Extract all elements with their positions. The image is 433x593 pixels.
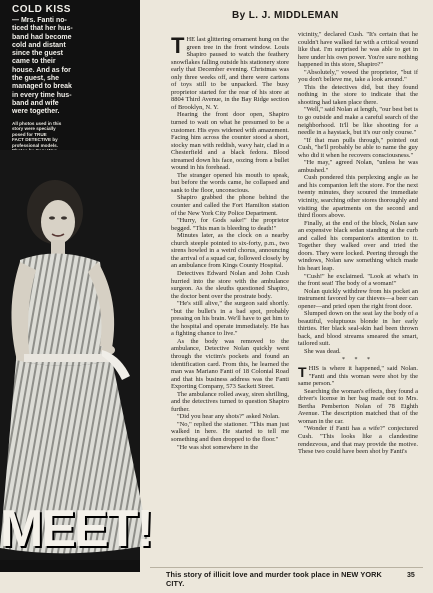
paragraph: Cush pondered this perplexing angle as he and his companion left the store. For the next twenty minutes, they scoured the immediate vicinity, searching other stores thoroughly and visiting the apartments on the second and third floors above. xyxy=(298,174,418,220)
paragraph: "Wonder if Fanti has a wife?" conjectured Cush. "This looks like a clandestine rendezvous, and that may provide the motive. These two could have been shot by Fanti's xyxy=(298,425,418,456)
paragraph: "Did you hear any shots?" asked Nolan. xyxy=(177,413,280,421)
paragraph: "No," replied the stationer. "This man just walked in here. He started to tell me something and then dropped to the floor." xyxy=(171,420,289,443)
paragraph: She was dead. xyxy=(304,347,341,355)
caption-title: COLD KISS xyxy=(12,4,71,15)
paragraph: "If that man pulls through," pointed out Cush, "he'll probably be able to name the guy who did it when he recovers consciousness." xyxy=(298,136,418,159)
paragraph: "Well," said Nolan at length, "our best bet is to go outside and make a careful search of the neighborhood. It'll be like shooting for a needle in a haystack, but it's our only course." xyxy=(298,106,418,137)
article-column-2 xyxy=(298,31,418,456)
paragraph: Detectives Edward Nolan and John Cush hurried into the store with the ambulance surgeon. As the sleuths questioned Shapiro, the doctor bent over the prostrate body. xyxy=(171,269,289,300)
paragraph: Slumped down on the seat lay the body of a beautiful, voluptuous blonde in her early thirties. Her black seal-skin had been thrown back, and blood streams smeared the smart, tailored suit. xyxy=(298,310,418,348)
paragraph: HE last glittering ornament hung on the green tree in the front window. Louis Shapiro paused to watch the feathery snowflakes falling outside his stationery store early that December evening. Christmas was only three weeks off, and there were cartons of toys still to be unpacked. The busy proprietor started for the rear of his store at 8804 Third Avenue, in the Bay Ridge section of Brooklyn, N. Y. xyxy=(171,36,289,111)
paragraph: HIS is where it happened," said Nolan. "Fanti and this woman were shot by the same person." xyxy=(298,365,418,388)
paragraph: "Absolutely," vowed the proprietor, "but if you don't believe me, take a look around." xyxy=(298,68,418,84)
paragraph: Nolan quickly withdrew from his pocket an instrument favored by car thieves—a beer can opener—and pried open the right front door. xyxy=(298,287,418,310)
paragraph: Minutes later, as the clock on a nearby church steeple pointed to six-forty, p.m., two sirens howled in a weird chorus, announcing the arrival of a squad car, followed closely by an ambulance from Kings County Hospital. xyxy=(171,232,289,270)
photo-credit-note: All photos used in this story were specially posed for TRUE FACT DETECTIVE by professional models. xyxy=(12,121,62,148)
headline-fragment: MEET! xyxy=(0,500,152,558)
byline: By L. J. MIDDLEMAN xyxy=(232,10,339,21)
paragraph: "He was shot somewhere in the xyxy=(177,443,259,451)
page-number: 35 xyxy=(407,572,415,579)
photo-caption xyxy=(12,4,130,117)
section-break: * * * xyxy=(342,356,374,363)
story-location-note: This story of illicit love and murder took place in NEW YORK CITY. xyxy=(166,570,382,588)
paragraph: Shapiro grabbed the phone behind the counter and called the Fort Hamilton station of the New York City Police Department. xyxy=(171,194,289,217)
paragraph: "Cush!" he exclaimed. "Look at what's in the front seat! The body of a woman!" xyxy=(298,272,418,288)
drop-cap: T xyxy=(298,364,307,381)
paragraph: Hearing the front door open, Shapiro turned to wait on what he presumed to be a customer. His eyes widened with amazement. Facing him across the counter stood a short, stocky man with reddish, wavy hair, clad in a Chesterfield and a black fedora. Blood streamed down his face, oozing from a bullet wound in his forehead. xyxy=(171,111,289,172)
drop-cap: T xyxy=(171,33,185,58)
paragraph: vicinity," declared Cush. "It's certain that he couldn't have walked far with a critical wound like that. I'm surprised he was able to get in here under his own power. You're sure nothing happened in this store, Shapiro?" xyxy=(298,31,418,69)
paragraph: The stranger opened his mouth to speak, but before the words came, he collapsed and sank to the floor, unconscious. xyxy=(171,171,289,194)
paragraph: "He's still alive," the surgeon said shortly. "but the bullet's in a bad spot, probably pressing on his brain. We'll have to get him to the hospital and operate immediately. He has a fighting chance to live." xyxy=(171,300,289,338)
paragraph: "Hurry, for Gods sake!" the proprietor begged. "This man is bleeding to death!" xyxy=(171,217,289,232)
paragraph: Searching the woman's effects, they found a driver's license in her bag made out to Mrs. Bertha Pemberton Nolan of 78 Eighth Avenue. The description matched that of the woman in the car. xyxy=(298,387,418,425)
paragraph: The ambulance rolled away, siren shrilling, and the detectives turned to question Shapiro further. xyxy=(171,390,289,413)
caption-text: — Mrs. Fanti no- ticed that her hus- band had become cold and distant since the guest came to their house. And as for the guest, she managed to break in every time hus- band and wife were together. xyxy=(12,17,73,116)
article-column-1 xyxy=(171,33,289,451)
paragraph: Finally, at the end of the block, Nolan saw an expensive black sedan standing at the curb and called his companion's attention to it. Together they walked over and tried the doors. They were locked. Peering through the windows, Nolan saw something which made his heart leap. xyxy=(298,219,418,272)
footer-rule xyxy=(150,567,423,568)
paragraph: "He may," agreed Nolan, "unless he was ambushed." xyxy=(298,159,418,174)
paragraph: As the body was removed to the ambulance, Detective Nolan quickly went through the victim's pockets and found an identification card. From this, he learned the man was Mariano Fanti of 18 Colonial Road and that his business address was the Fanti Exporting Company, 573 Sackett Street. xyxy=(171,337,289,391)
paragraph: This the detectives did, but they found nothing in the store to indicate that the shooting had taken place there. xyxy=(298,83,418,106)
